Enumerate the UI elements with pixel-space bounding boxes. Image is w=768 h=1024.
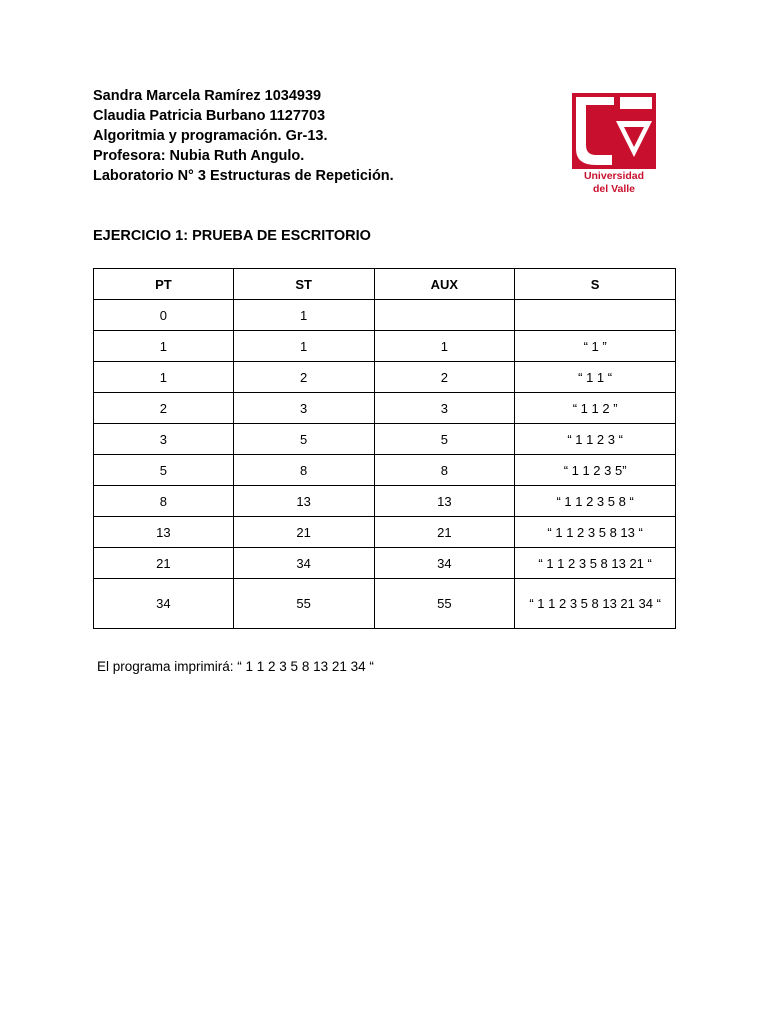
cell-aux [374, 300, 515, 331]
table-row [94, 393, 676, 424]
header-pt: PT [94, 269, 234, 300]
header-st: ST [233, 269, 374, 300]
logo-text-line-2: del Valle [592, 183, 636, 195]
cell-st: 21 [233, 517, 374, 548]
cell-s: “ 1 1 2 3 5” [515, 455, 676, 486]
header-aux: AUX [374, 269, 515, 300]
cell-s: “ 1 1 2 3 5 8 13 21 “ [515, 548, 676, 579]
program-output-text: El programa imprimirá: “ 1 1 2 3 5 8 13 21 34 “ [97, 659, 374, 674]
professor-line: Profesora: Nubia Ruth Angulo. [93, 148, 305, 164]
cell-st: 1 [233, 331, 374, 362]
cell-s: “ 1 1 2 ” [515, 393, 676, 424]
cell-st: 13 [233, 486, 374, 517]
university-emblem-icon [572, 93, 656, 169]
header-s: S [515, 269, 676, 300]
cell-s: “ 1 ” [515, 331, 676, 362]
cell-aux: 55 [374, 579, 515, 629]
author-line-2: Claudia Patricia Burbano 1127703 [93, 108, 326, 124]
table-row [94, 362, 676, 393]
cell-pt: 1 [94, 362, 234, 393]
cell-pt: 21 [94, 548, 234, 579]
cell-st: 5 [233, 424, 374, 455]
cell-pt: 13 [94, 517, 234, 548]
cell-s [515, 300, 676, 331]
table-row [94, 579, 676, 629]
lab-title-line: Laboratorio N° 3 Estructuras de Repetición. [93, 168, 394, 184]
cell-st: 34 [233, 548, 374, 579]
cell-aux: 21 [374, 517, 515, 548]
table-row [94, 331, 676, 362]
cell-pt: 1 [94, 331, 234, 362]
table-row [94, 455, 676, 486]
cell-st: 8 [233, 455, 374, 486]
cell-st: 3 [233, 393, 374, 424]
cell-s: “ 1 1 2 3 5 8 13 “ [515, 517, 676, 548]
cell-aux: 3 [374, 393, 515, 424]
cell-pt: 34 [94, 579, 234, 629]
cell-pt: 5 [94, 455, 234, 486]
desk-check-table [93, 268, 676, 629]
table-row [94, 300, 676, 331]
logo-text-line-1: Universidad [583, 170, 645, 182]
table-header-row [94, 269, 676, 300]
table-row [94, 424, 676, 455]
cell-s: “ 1 1 2 3 “ [515, 424, 676, 455]
cell-s: “ 1 1 2 3 5 8 13 21 34 “ [515, 579, 676, 629]
cell-aux: 2 [374, 362, 515, 393]
author-line-1: Sandra Marcela Ramírez 1034939 [93, 88, 322, 104]
cell-st: 1 [233, 300, 374, 331]
cell-aux: 34 [374, 548, 515, 579]
table-row [94, 486, 676, 517]
table-row [94, 548, 676, 579]
course-line: Algoritmia y programación. Gr-13. [93, 128, 328, 144]
cell-pt: 2 [94, 393, 234, 424]
cell-s: “ 1 1 2 3 5 8 “ [515, 486, 676, 517]
cell-s: “ 1 1 “ [515, 362, 676, 393]
cell-pt: 8 [94, 486, 234, 517]
cell-st: 2 [233, 362, 374, 393]
cell-aux: 5 [374, 424, 515, 455]
cell-aux: 1 [374, 331, 515, 362]
cell-st: 55 [233, 579, 374, 629]
author-header [93, 86, 533, 186]
university-logo [572, 93, 656, 195]
cell-pt: 3 [94, 424, 234, 455]
cell-aux: 8 [374, 455, 515, 486]
cell-aux: 13 [374, 486, 515, 517]
section-title: EJERCICIO 1: PRUEBA DE ESCRITORIO [93, 228, 371, 244]
table-row [94, 517, 676, 548]
cell-pt: 0 [94, 300, 234, 331]
